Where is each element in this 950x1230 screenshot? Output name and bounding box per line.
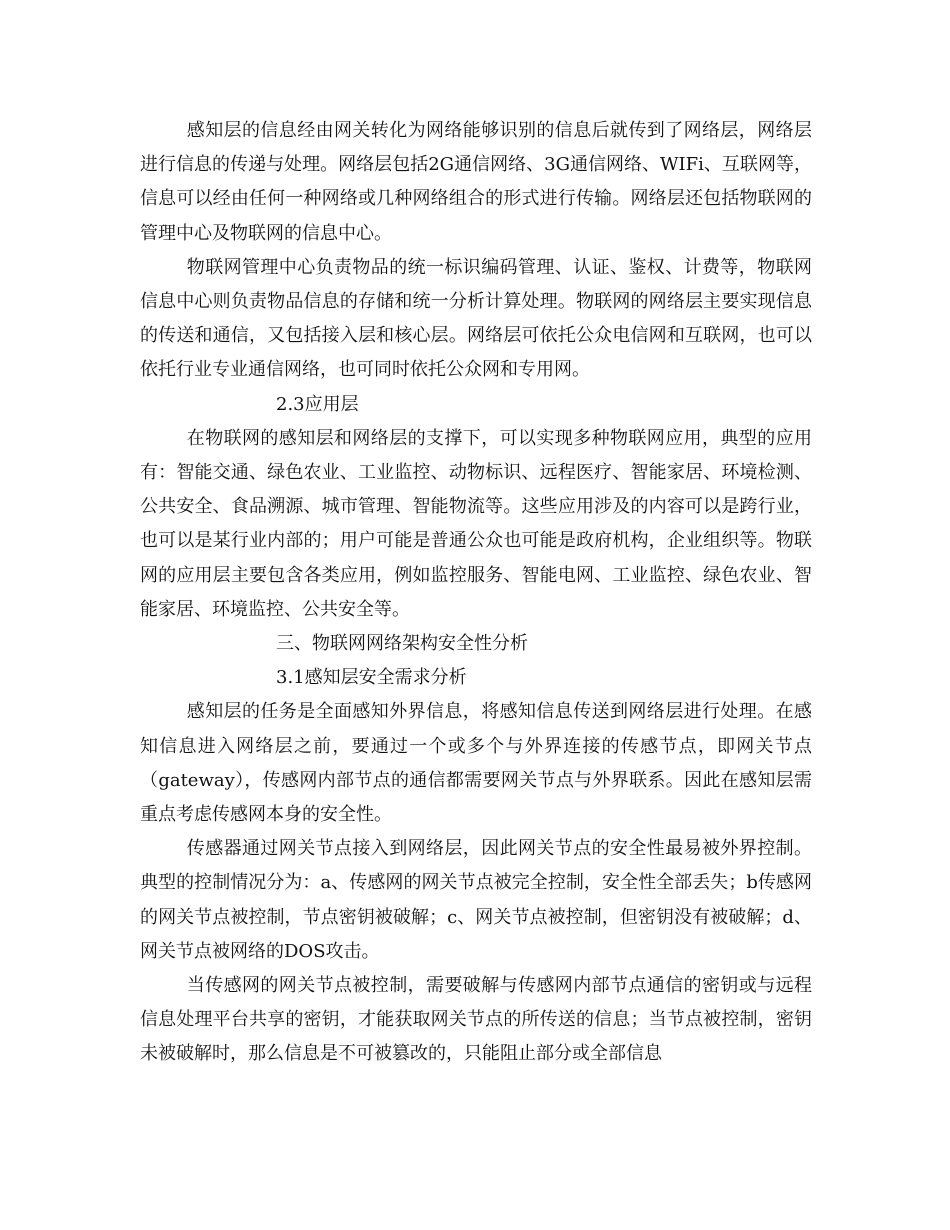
paragraph-management-center: 物联网管理中心负责物品的统一标识编码管理、认证、鉴权、计费等，物联网信息中心则负责物品信息的存储和统一分析计算处理。物联网的网络层主要实现信息的传送和通信，又包括接入层和核心层。网络层可依托公众电信网和互联网，也可以依托行业专业通信网络，也可同时依托公众网和专用网。	[140, 256, 812, 381]
section-heading-perception-security: 3.1感知层安全需求分析	[276, 667, 467, 689]
paragraph-key-cracking: 当传感网的网关节点被控制，需要破解与传感网内部节点通信的密钥或与远程信息处理平台共享的密钥，才能获取网关节点的所传送的信息；当节点被控制，密钥未被破解时，那么信息是不可被篡改的，只能阻止部分或全部信息	[140, 975, 812, 1065]
paragraph-network-layer: 感知层的信息经由网关转化为网络能够识别的信息后就传到了网络层，网络层进行信息的传递与处理。网络层包括2G通信网络、3G通信网络、WIFi、互联网等，信息可以经由任何一种网络或几种网络组合的形式进行传输。网络层还包括物联网的管理中心及物联网的信息中心。	[140, 120, 812, 244]
paragraph-application-layer: 在物联网的感知层和网络层的支撑下，可以实现多种物联网应用，典型的应用有：智能交通、绿色农业、工业监控、动物标识、远程医疗、智能家居、环境检测、公共安全、食品溯源、城市管理、智能物流等。这些应用涉及的内容可以是跨行业，也可以是某行业内部的；用户可能是普通公众也可能是政府机构，企业组织等。物联网的应用层主要包含各类应用，例如监控服务、智能电网、工业监控、绿色农业、智能家居、环境监控、公共安全等。	[140, 427, 812, 620]
paragraph-perception-task: 感知层的任务是全面感知外界信息，将感知信息传送到网络层进行处理。在感知信息进入网络层之前，要通过一个或多个与外界连接的传感节点，即网关节点（gateway），传感网内部节点的通信都需要网关节点与外界联系。因此在感知层需重点考虑传感网本身的安全性。	[140, 701, 812, 826]
document-body	[140, 114, 812, 1072]
section-heading-security-analysis: 三、物联网网络架构安全性分析	[276, 633, 528, 655]
section-heading-application-layer: 2.3应用层	[276, 393, 359, 415]
paragraph-gateway-control: 传感器通过网关节点接入到网络层，因此网关节点的安全性最易被外界控制。典型的控制情况分为：a、传感网的网关节点被完全控制，安全性全部丢失；b传感网的网关节点被控制，节点密钥被破解；c、网关节点被控制，但密钥没有被破解；d、网关节点被网络的DOS攻击。	[140, 838, 812, 962]
